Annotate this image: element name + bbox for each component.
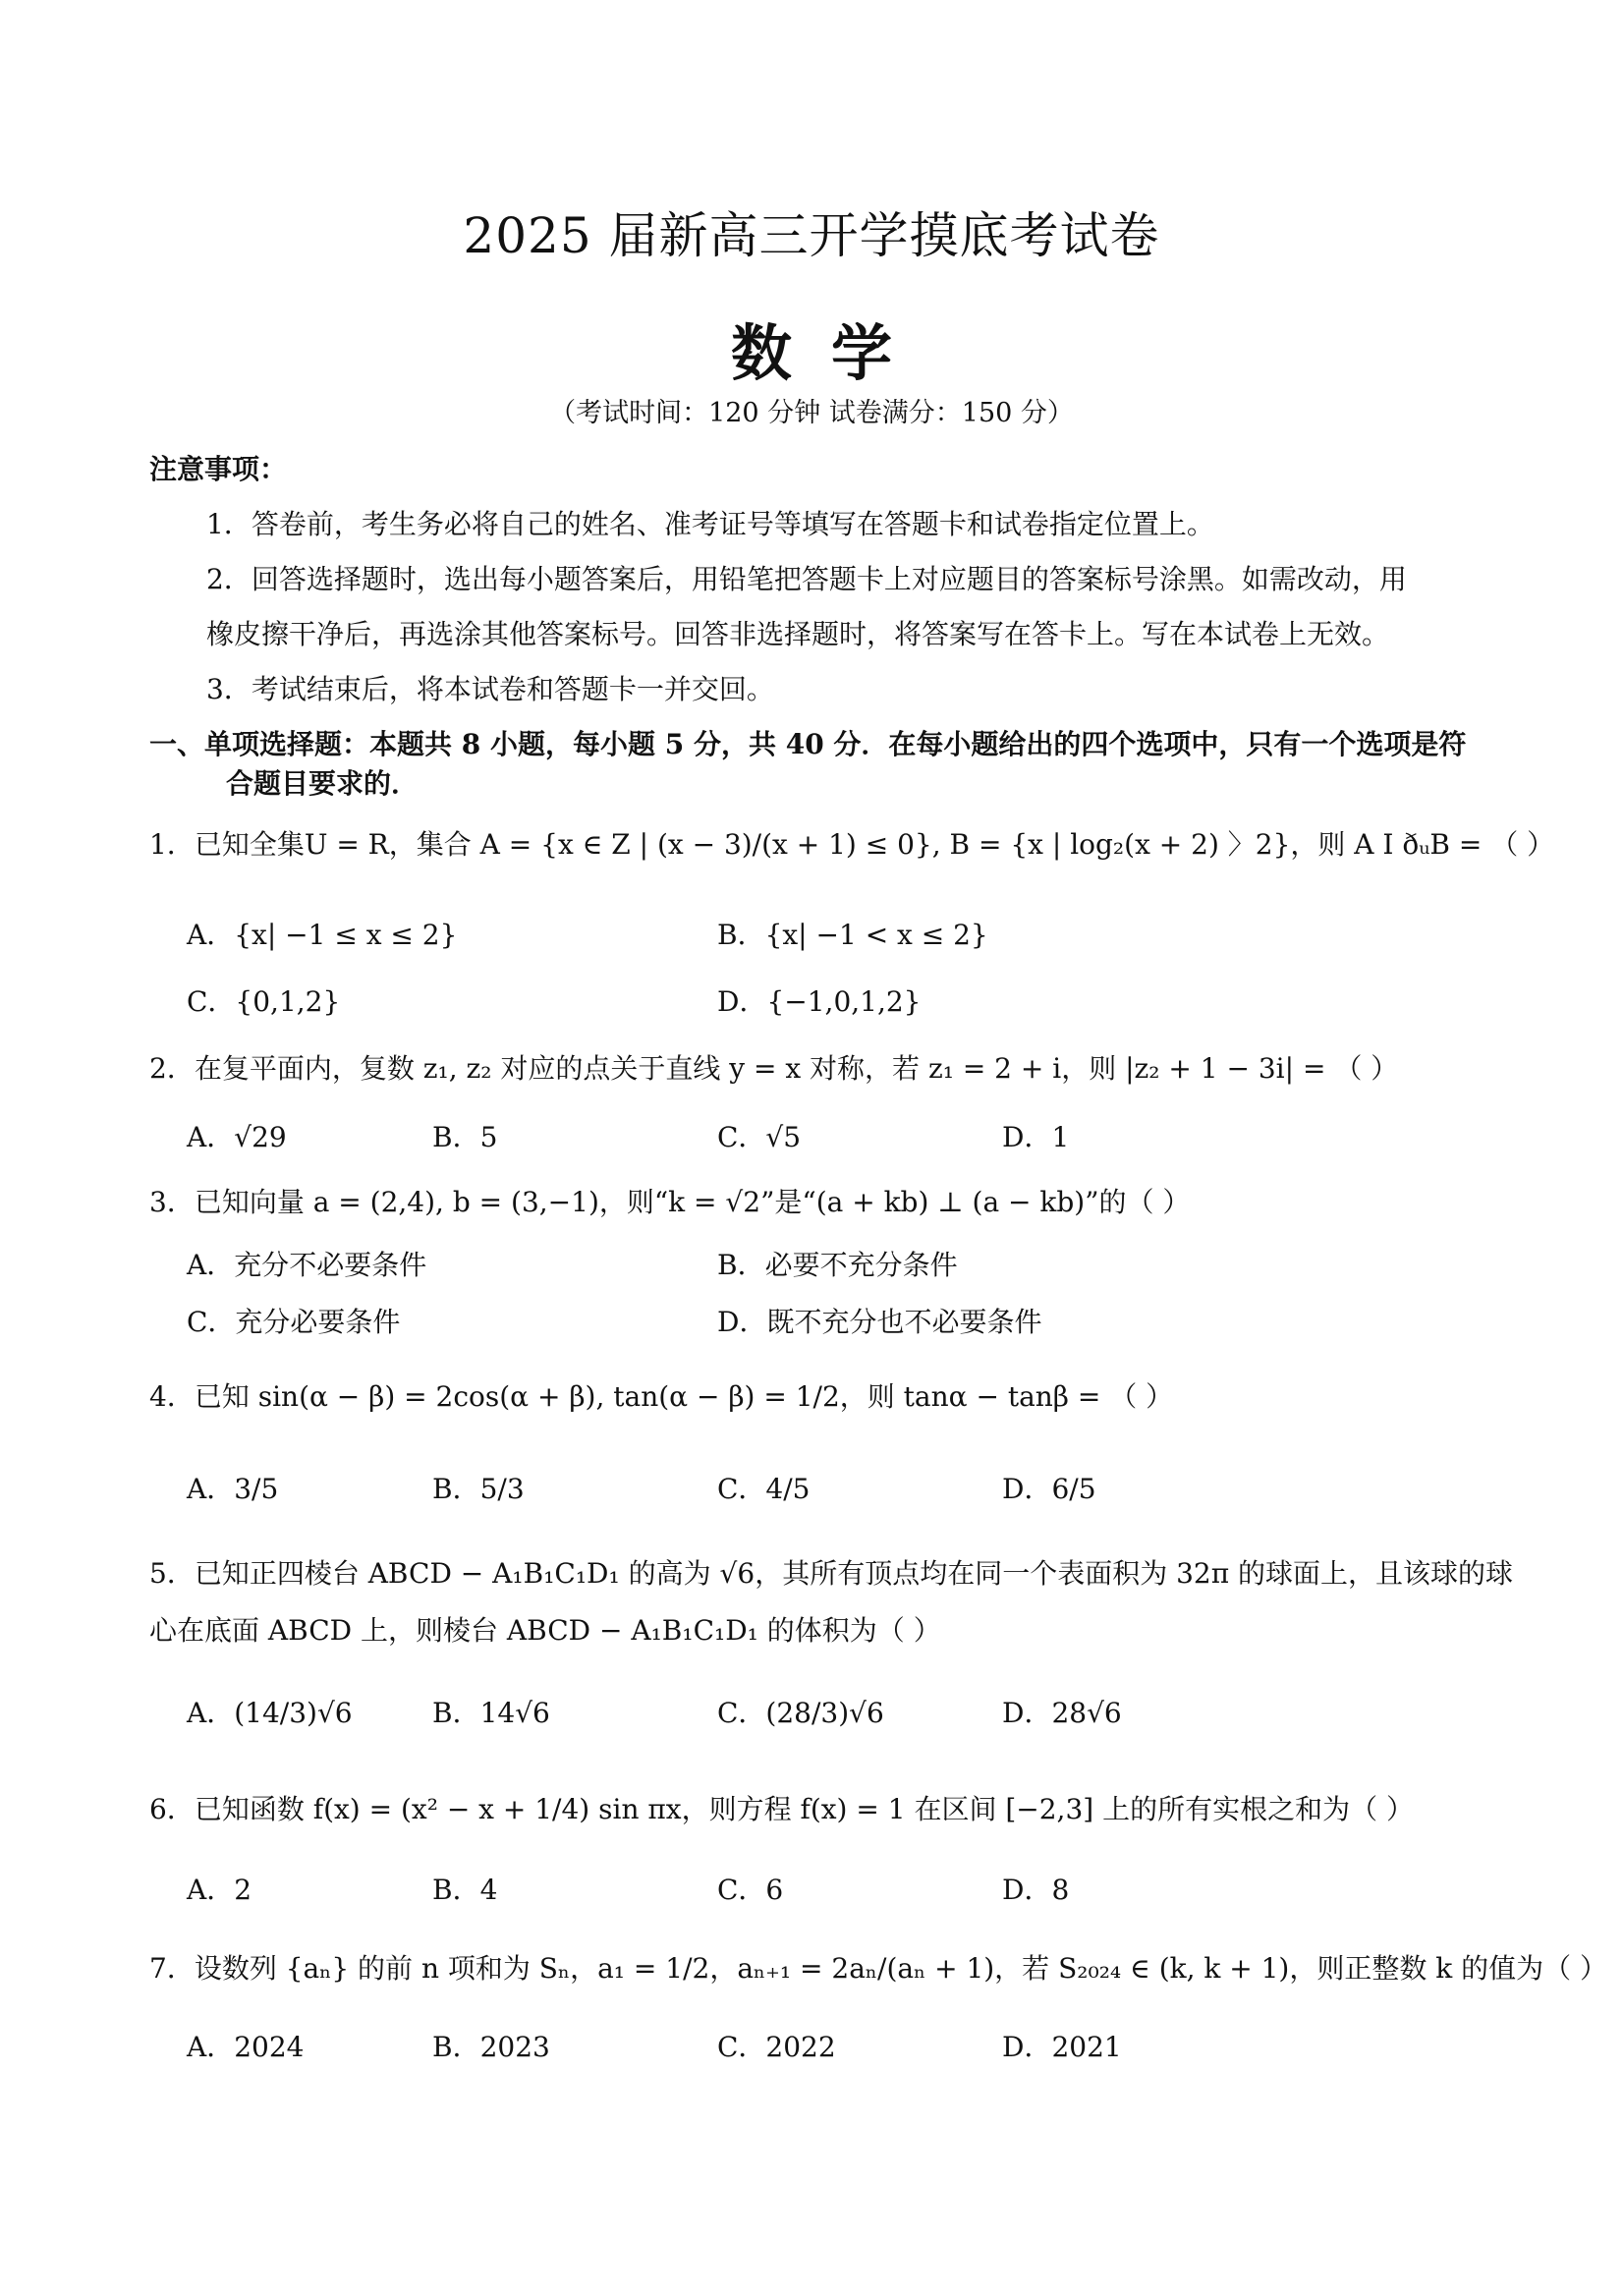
section-heading [149,725,1485,804]
question-7-option-b: B．2023 [432,2031,550,2063]
question-3-option-d: D．既不充分也不必要条件 [717,1306,1042,1338]
question-4-option-c: C．4/5 [717,1473,811,1505]
exam-title: 2025 届新高三开学摸底考试卷 [463,207,1160,264]
question-1-option-c: C．{0,1,2} [187,985,341,1018]
question-4-option-a: A．3/5 [187,1473,279,1505]
question-7-stem: 7．设数列 {aₙ} 的前 n 项和为 Sₙ，a₁ = 1/2，aₙ₊₁ = 2aₙ/(aₙ + 1)，若 S₂₀₂₄ ∈ (k, k + 1)，则正整数 k 的值为（ ） [149,1952,1608,1985]
question-5-stem: 5．已知正四棱台 ABCD − A₁B₁C₁D₁ 的高为 √6，其所有顶点均在同一个表面积为 32π 的球面上，且该球的球 [149,1557,1514,1590]
question-7-option-d: D．2021 [1002,2031,1122,2063]
question-6-option-a: A．2 [187,1874,252,1906]
question-3-option-c: C．充分必要条件 [187,1306,401,1338]
question-3-stem: 3．已知向量 a = (2,4), b = (3,−1)，则“k = √2”是“(a + kb) ⊥ (a − kb)”的（ ） [149,1186,1191,1218]
notice-item-1: 1．答卷前，考生务必将自己的姓名、准考证号等填写在答题卡和试卷指定位置上。 [206,508,1214,540]
notice-item-3: 3．考试结束后，将本试卷和答题卡一并交回。 [206,673,774,705]
notice-item-2-cont: 橡皮擦干净后，再选涂其他答案标号。回答非选择题时，将答案写在答卡上。写在本试卷上无效。 [206,618,1390,650]
question-2-option-c: C．√5 [717,1121,802,1153]
question-5-option-a: A．(14/3)√6 [187,1697,353,1729]
question-7-option-a: A．2024 [187,2031,305,2063]
question-3-option-a: A．充分不必要条件 [187,1249,427,1281]
question-2-option-a: A．√29 [187,1121,287,1153]
question-6-stem: 6．已知函数 f(x) = (x² − x + 1/4) sin πx，则方程 f(x) = 1 在区间 [−2,3] 上的所有实根之和为（ ） [149,1793,1414,1825]
question-5-stem-cont: 心在底面 ABCD 上，则棱台 ABCD − A₁B₁C₁D₁ 的体积为（ ） [149,1614,941,1647]
question-2-option-b: B．5 [432,1121,498,1153]
question-4-option-b: B．5/3 [432,1473,525,1505]
question-6-option-d: D．8 [1002,1874,1070,1906]
question-1-stem: 1．已知全集U = R，集合 A = {x ∈ Z | (x − 3)/(x + 1) ≤ 0}, B = {x | log₂(x + 2) 〉2}，则 A I ðᵤB = （ ） [149,828,1555,861]
notice-item-2: 2．回答选择题时，选出每小题答案后，用铅笔把答题卡上对应题目的答案标号涂黑。如需改动，用 [206,563,1407,595]
question-5-option-c: C．(28/3)√6 [717,1697,884,1729]
section-heading-line1: 一、单项选择题：本题共 8 小题，每小题 5 分，共 40 分．在每小题给出的四个选项中，只有一个选项是符 [149,728,1467,760]
exam-subject: 数学 [730,317,931,389]
question-1-option-b: B．{x| −1 < x ≤ 2} [717,919,988,951]
question-6-option-c: C．6 [717,1874,784,1906]
section-heading-line2: 合题目要求的． [226,767,420,800]
question-1-option-a: A．{x| −1 ≤ x ≤ 2} [187,919,458,951]
notice-heading: 注意事项： [149,453,288,485]
question-3-option-b: B．必要不充分条件 [717,1249,958,1281]
question-7-option-c: C．2022 [717,2031,836,2063]
question-6-option-b: B．4 [432,1874,498,1906]
question-5-option-d: D．28√6 [1002,1697,1122,1729]
question-1-option-d: D．{−1,0,1,2} [717,985,922,1018]
question-5-option-b: B．14√6 [432,1697,550,1729]
question-4-stem: 4．已知 sin(α − β) = 2cos(α + β), tan(α − β) = 1/2，则 tanα − tanβ = （ ） [149,1380,1174,1413]
question-2-stem: 2．在复平面内，复数 z₁, z₂ 对应的点关于直线 y = x 对称，若 z₁ = 2 + i，则 |z₂ + 1 − 3i| = （ ） [149,1052,1399,1085]
exam-meta: （考试时间：120 分钟 试卷满分：150 分） [549,398,1074,428]
question-4-option-d: D．6/5 [1002,1473,1096,1505]
question-2-option-d: D．1 [1002,1121,1070,1153]
